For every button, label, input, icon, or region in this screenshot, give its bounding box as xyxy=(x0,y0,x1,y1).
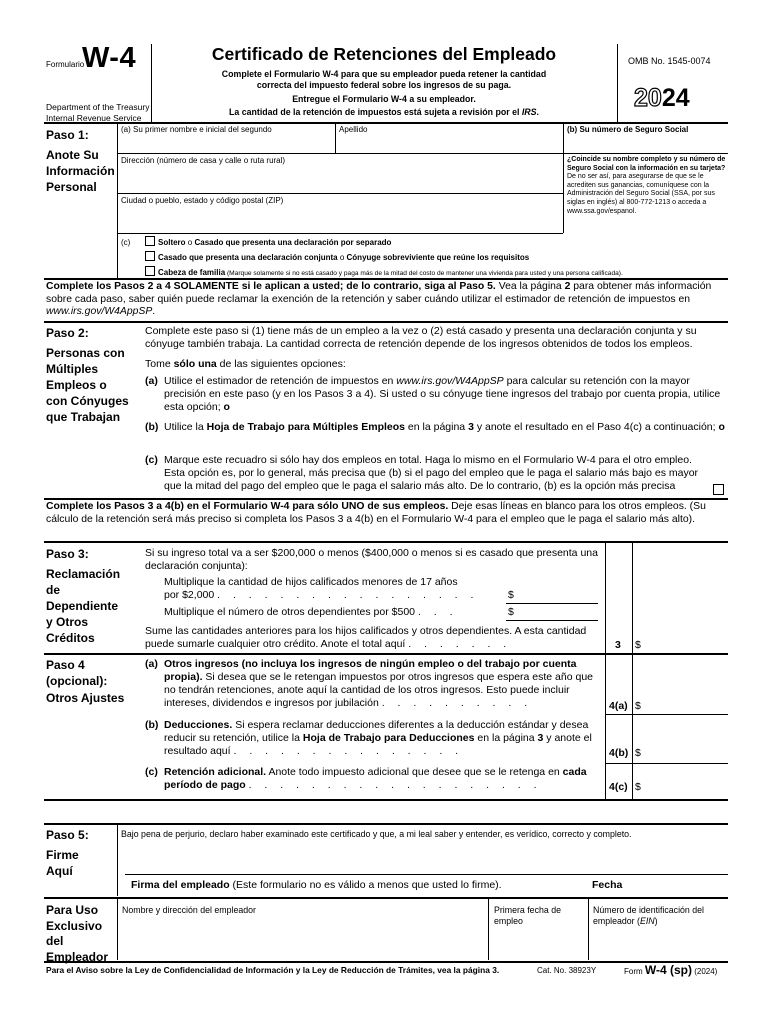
employer-name-field[interactable] xyxy=(118,917,487,959)
step4c-bold: Retención adicional. xyxy=(164,766,267,778)
ein-label xyxy=(593,905,725,927)
last-name-field[interactable] xyxy=(336,135,562,152)
employer-name-label: Nombre y dirección del empleador xyxy=(122,905,256,915)
option-b-part: en la página xyxy=(405,421,469,433)
address-label: Dirección (número de casa y calle o ruta rural) xyxy=(121,156,286,165)
step3-intro: Si su ingreso total va a ser $200,000 o menos ($400,000 o menos si es casado que presenta una declaración conjunta): xyxy=(145,547,598,572)
signature-bold: Firma del empleado xyxy=(131,879,230,891)
step4b-part: Si espera reclamar deducciones diferentes a la deducción estándar y desea reducir su retención, utilice la xyxy=(164,719,589,744)
instruction-line: La cantidad de la retención de impuestos está sujeta a revisión por el IRS. xyxy=(229,106,539,117)
sum-text: Sume las cantidades anteriores para los hijos calificados y otros dependientes. A esta cantidad puede sumarle cualquier otro crédito. Anote el total aquí xyxy=(145,625,587,650)
date-field[interactable] xyxy=(592,843,726,873)
option-text: (Marque solamente si no está casado y paga más de la mitad del costo de mantener una vivienda para usted y una persona calificada). xyxy=(225,270,623,277)
instruction-text: . xyxy=(152,306,156,317)
subtitle-line: Múltiples xyxy=(46,362,99,376)
option-b-part: y anote el resultado en el Paso 4(c) a continuación; xyxy=(473,421,719,433)
line1-text: por $2,000 xyxy=(164,589,215,601)
head-of-household-checkbox[interactable] xyxy=(145,266,155,276)
step4a-text: Otros ingresos (no incluya los ingresos de ningún empleo o del trabajo por cuenta propia). Si desea que se le retengan impuestos por otros ingresos que espera este año que no tendrán retenciones, anote aquí la cantidad de los otros ingresos. Esto puede incluir intereses, dividendos e ingresos por jubilación . . . . . . . . . . xyxy=(164,658,594,709)
instruction-text: La cantidad de la retención de impuestos está sujeta a revisión por el xyxy=(229,106,522,117)
step3-line2: Multiplique el número de otros dependientes por $500 . . . xyxy=(164,606,458,618)
instruction-text: Deje esas líneas en blanco para los otros empleos. (Su cálculo de la retención será más preciso si completa los Pasos 3 a 4(b) en el Formulario W-4 para el empleo que le paga el salario más alto). xyxy=(46,501,706,525)
dependents-amount-field[interactable] xyxy=(516,607,598,620)
subtitle-line: que Trabajan xyxy=(46,410,121,424)
year-bold: 24 xyxy=(661,84,690,112)
option-text: Cónyuge sobreviviente que reúne los requisitos xyxy=(346,253,530,262)
subtitle-line: Créditos xyxy=(46,631,95,645)
instruction-text: Vea la página xyxy=(495,281,565,292)
form-label: Formulario xyxy=(46,60,85,69)
subtitle-line: Empleador xyxy=(46,949,109,964)
instruction-line: Complete el Formulario W-4 para que su empleador pueda retener la cantidad xyxy=(221,69,547,79)
step2-intro: Complete este paso si (1) tiene más de un empleo a la vez o (2) está casado y presenta una declaración conjunta y su cónyuge también trabaja. La cantidad correcta de retención depende de los ingresos obtenidos de todos los empleos. xyxy=(145,325,697,350)
option-text: o xyxy=(185,238,195,247)
signature-field[interactable] xyxy=(130,843,570,873)
city-field[interactable] xyxy=(118,207,562,232)
choose-text: Tome xyxy=(145,358,174,370)
step3-label: Paso 3: xyxy=(46,547,89,561)
step4-label xyxy=(46,657,107,689)
instruction-irs: IRS xyxy=(521,106,537,117)
subtitle-line: Anote Su xyxy=(46,148,99,162)
ssn-note-text: De no ser así, para asegurarse de que se le acrediten sus ganancias, comuníquese con la Administración del Seguro Social (SSA, por sus siglas en inglés) al 800-772-1213 o acceda a www.ssa.gov/espanol. xyxy=(567,173,715,215)
first-name-field[interactable] xyxy=(118,135,334,152)
instruction-line: correcta del impuesto federal sobre los ingresos de su paga. xyxy=(256,79,512,90)
step4-label-line: Paso 4 xyxy=(46,658,85,672)
step4c-part: Anote todo impuesto adicional que desee que se le retenga en xyxy=(266,766,563,778)
step2-choose xyxy=(145,358,346,371)
step2-label: Paso 2: xyxy=(46,326,89,340)
option-c-text: Marque este recuadro si sólo hay dos empleos en total. Haga lo mismo en el Formulario W-4 para el otro empleo. Esta opción es, por lo general, más precisa que (b) si el pago del empleo que le paga el salario más bajo es mayor que la mitad del pago del empleo que le paga el salario más alto. De lo contrario, (b) es la opción más precisa xyxy=(164,454,699,492)
option-a-text xyxy=(164,375,727,414)
signature-label xyxy=(131,879,502,892)
line4b-box: 4(b) xyxy=(609,747,629,759)
subtitle-line: Aquí xyxy=(46,864,73,878)
instruction-line: Entregue el Formulario W-4 a su empleador. xyxy=(292,94,476,104)
subtitle-line: Reclamación xyxy=(46,567,121,581)
first-date-label: Primera fecha de empleo xyxy=(494,905,561,926)
children-amount-field[interactable] xyxy=(516,590,598,603)
line4b-dollar: $ xyxy=(635,747,641,759)
instruction-text: para obtener más información sobre cada paso, saber quién puede reclamar la exención de la retención y saber cuándo utilizar el estimador de retención de impuestos en xyxy=(46,281,712,305)
instruction-bold: Complete los Pasos 3 a 4(b) en el Formulario W-4 para sólo UNO de sus empleos. xyxy=(46,501,449,512)
line2-dollar: $ xyxy=(508,606,514,618)
option-b-page: 3 xyxy=(468,421,474,433)
ein-text: Número de identificación del empleador ( xyxy=(593,905,705,926)
step4c-bold: cada período de pago xyxy=(164,766,587,791)
ssn-field[interactable] xyxy=(564,135,727,152)
estimator-link[interactable]: www.irs.gov/W4AppSP xyxy=(46,306,153,317)
credits-total-field[interactable] xyxy=(645,637,727,652)
first-name-label: (a) Su primer nombre e inicial del segundo xyxy=(121,125,272,134)
other-income-field[interactable] xyxy=(645,698,727,713)
line4a-box: 4(a) xyxy=(609,700,628,712)
option-text: Cabeza de familia xyxy=(158,268,226,277)
form-instructions xyxy=(151,69,617,117)
first-date-field[interactable] xyxy=(489,928,587,959)
ssn-note xyxy=(567,156,727,216)
step4a-bold: Otros ingresos (no incluya los ingresos de ningún empleo o del trabajo por cuenta propia). xyxy=(164,658,577,683)
line1-dollar: $ xyxy=(508,589,514,601)
step1-subtitle xyxy=(46,147,115,195)
option-a-part: Utilice el estimador de retención de impuestos en xyxy=(164,375,397,387)
option-c-label: (c) xyxy=(145,454,158,466)
ein-field[interactable] xyxy=(589,928,727,959)
joint-checkbox[interactable] xyxy=(145,251,155,261)
line2-text: Multiplique el número de otros dependientes por $500 xyxy=(164,606,416,618)
line3-dollar: $ xyxy=(635,639,641,651)
city-label-text: Ciudad o pueblo, estado y código postal (ZIP) xyxy=(121,196,284,205)
irs-name: Internal Revenue Service xyxy=(46,113,142,123)
option-a-part: para calcular su retención con la mayor precisión en este paso (y en los Pasos 3 a 4). Si usted o su cónyuge tiene ingresos del trabajo por cuenta propia, utilice esta opción; xyxy=(164,375,721,413)
signature-note: (Este formulario no es válido a menos que usted lo firme). xyxy=(229,879,502,891)
option-text: Casado que presenta una declaración conjunta xyxy=(158,253,338,262)
catalog-number: Cat. No. 38923Y xyxy=(537,966,597,975)
line4a-dollar: $ xyxy=(635,700,641,712)
date-label: Fecha xyxy=(592,879,623,891)
agency-block xyxy=(46,102,149,124)
subtitle-line: Firme xyxy=(46,848,79,862)
subtitle-line: de xyxy=(46,583,61,597)
employer-section-label xyxy=(46,903,108,965)
option-b-label: (b) xyxy=(145,421,159,433)
form-footer-year: (2024) xyxy=(691,967,718,976)
line4c-dollar: $ xyxy=(635,781,641,793)
option-b-or: o xyxy=(718,421,725,433)
subtitle-line: Personal xyxy=(46,180,97,194)
instruction-page: 2 xyxy=(564,281,571,292)
subtitle-line: y Otros xyxy=(46,615,89,629)
ein-abbr: EIN xyxy=(639,916,655,926)
steps-instruction xyxy=(46,281,726,319)
filing-status-label: (c) xyxy=(121,238,131,247)
filing-option-single[interactable] xyxy=(145,236,391,248)
step4c-text: Retención adicional. Anote todo impuesto adicional que desee que se le retenga en cada período de pago . . . . . . . . . . . . . . . . . . . xyxy=(164,766,587,791)
option-b-text xyxy=(164,421,727,434)
option-a-or: o xyxy=(223,401,230,413)
filing-option-joint[interactable] xyxy=(145,251,529,263)
step4a-part: Si desea que se le retengan impuestos por otros ingresos que espera este año que no tendrán retenciones, anote aquí la cantidad de los otros ingresos. Esto puede incluir intereses, dividendos e ingresos por jubilación xyxy=(164,671,594,709)
form-title: Certificado de Retenciones del Empleado xyxy=(211,44,557,64)
perjury-statement: Bajo pena de perjurio, declaro haber examinado este certificado y que, a mi leal saber y entender, es verídico, correcto y completo. xyxy=(121,829,632,839)
dept-name: Department of the Treasury xyxy=(46,102,150,112)
instruction-bold: Complete los Pasos 2 a 4 SOLAMENTE si le aplican a usted; de lo contrario, siga al Paso 5. xyxy=(46,281,496,292)
step4b-bold: Deducciones. xyxy=(164,719,233,731)
option-a-label: (a) xyxy=(145,375,158,387)
step5-subtitle xyxy=(46,847,79,879)
step2-subtitle xyxy=(46,345,129,425)
step4a-label: (a) xyxy=(145,658,158,670)
subtitle-line: Para Uso xyxy=(46,903,99,917)
line3-box: 3 xyxy=(615,639,621,651)
form-footer-id xyxy=(624,963,717,977)
step4b-page: 3 xyxy=(537,732,544,744)
step4b-part: en la página xyxy=(474,732,538,744)
step5-label: Paso 5: xyxy=(46,828,89,842)
option-text: Casado que presenta una declaración por separado xyxy=(194,238,392,247)
step4-subtitle: Otros Ajustes xyxy=(46,691,125,705)
privacy-notice: Para el Aviso sobre la Ley de Confidencialidad de Información y la Ley de Reducción de Trámites, vea la página 3. xyxy=(46,965,500,975)
form-number: W-4 xyxy=(82,42,137,74)
option-text: o xyxy=(337,253,347,262)
two-jobs-checkbox[interactable] xyxy=(713,484,724,495)
line4c-box: 4(c) xyxy=(609,781,628,793)
tax-year xyxy=(634,84,690,112)
choose-text: de las siguientes opciones: xyxy=(216,358,346,370)
ein-text: ) xyxy=(654,916,658,926)
extra-withholding-field[interactable] xyxy=(645,779,727,795)
year-outline: 20 xyxy=(634,84,662,112)
form-word: Form xyxy=(624,967,645,976)
option-b-bold: Hoja de Trabajo para Múltiples Empleos xyxy=(206,421,405,433)
choose-bold: sólo una xyxy=(173,358,217,370)
step4c-label: (c) xyxy=(145,766,158,778)
last-name-label: Apellido xyxy=(339,125,368,134)
ssn-note-bold: ¿Coincide su nombre completo y su número de Seguro Social con la información en su tarjeta? xyxy=(567,156,726,172)
omb-number: OMB No. 1545-0074 xyxy=(628,56,711,66)
ssn-label: (b) Su número de Seguro Social xyxy=(567,125,689,134)
estimator-link-a[interactable]: www.irs.gov/W4AppSP xyxy=(396,375,504,387)
step3-line1: Multiplique la cantidad de hijos calificados menores de 17 años por $2,000 . . . . . . . . . . . . . . . . . xyxy=(164,576,479,601)
form-footer-number: W-4 (sp) xyxy=(644,963,692,977)
step4b-part: y anote el resultado aquí xyxy=(164,732,592,757)
step3-sum: Sume las cantidades anteriores para los hijos calificados y otros dependientes. A esta cantidad puede sumarle cualquier otro crédito. Anote el total aquí . . . . . . . xyxy=(145,625,587,650)
subtitle-line: Información xyxy=(46,164,115,178)
line1-text: Multiplique la cantidad de hijos calificados menores de 17 años xyxy=(164,576,458,588)
option-text: Soltero xyxy=(158,238,186,247)
step4b-text: Deducciones. Si espera reclamar deducciones diferentes a la deducción estándar y desea reducir su retención, utilice la Hoja de Trabajo para Deducciones en la página 3 y anote el resultado aquí . . . . . . . . . . . . . . . xyxy=(164,719,592,757)
subtitle-line: Empleos o xyxy=(46,378,107,392)
option-b-part: Utilice la xyxy=(164,421,207,433)
subtitle-line: Exclusivo xyxy=(46,918,103,933)
step4b-bold: Hoja de Trabajo para Deducciones xyxy=(302,732,475,744)
step4b-label: (b) xyxy=(145,719,159,731)
step4-label-line: (opcional): xyxy=(46,674,108,688)
subtitle-line: del xyxy=(46,934,64,948)
address-field[interactable] xyxy=(118,167,562,192)
city-label xyxy=(121,196,283,206)
step1-label: Paso 1: xyxy=(46,128,89,142)
subtitle-line: Dependiente xyxy=(46,599,119,613)
subtitle-line: Personas con xyxy=(46,346,125,360)
subtitle-line: con Cónyuges xyxy=(46,394,129,408)
deductions-field[interactable] xyxy=(645,745,727,761)
steps3-4-instruction xyxy=(46,501,726,526)
step3-subtitle xyxy=(46,566,120,646)
single-checkbox[interactable] xyxy=(145,236,155,246)
